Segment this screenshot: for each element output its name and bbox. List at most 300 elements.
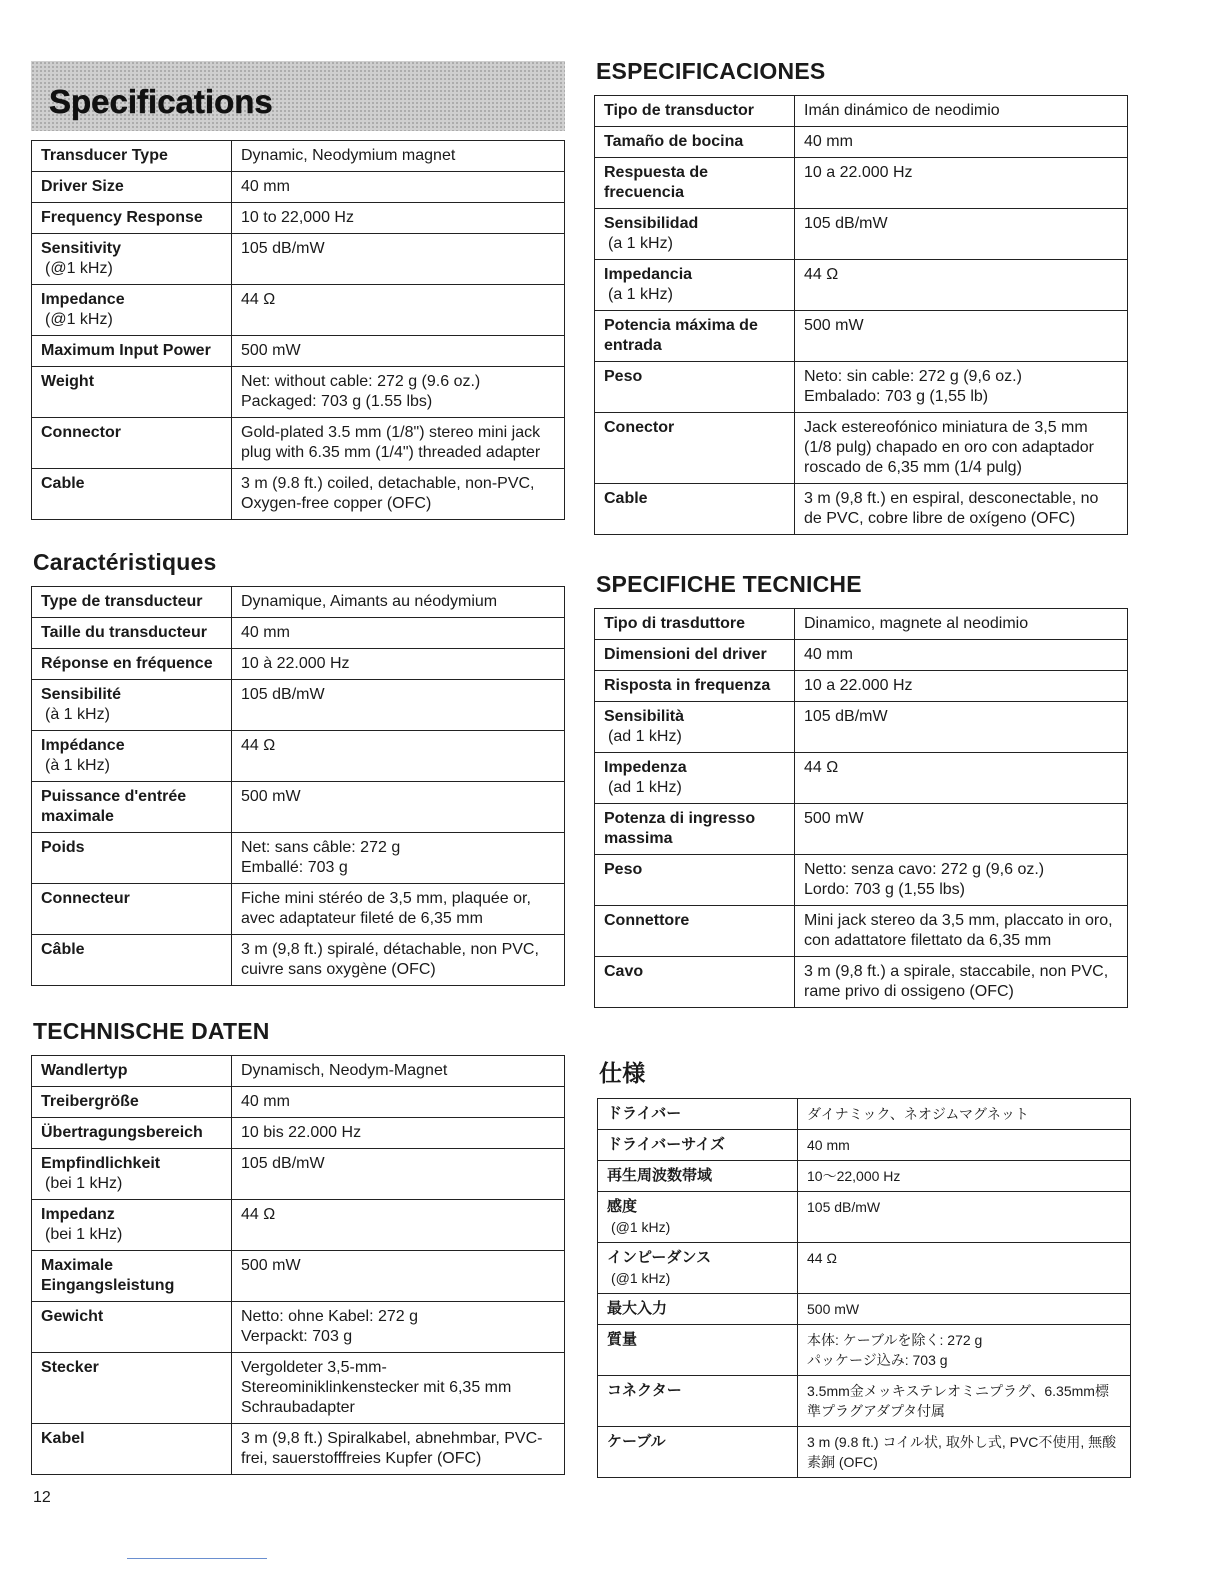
spec-label: Peso (604, 861, 643, 878)
spec-label-note: (@1 kHz) (45, 260, 113, 277)
spec-value: 10 bis 22.000 Hz (241, 1124, 362, 1141)
spec-row (32, 367, 565, 418)
page-number: 12 (33, 1489, 51, 1506)
spec-label-cell (32, 587, 232, 618)
spec-value: 10 to 22,000 Hz (241, 209, 354, 226)
spec-row (595, 702, 1128, 753)
spec-label-note: (ad 1 kHz) (608, 728, 682, 745)
spec-label-cell (32, 884, 232, 935)
spec-value: 500 mW (804, 317, 864, 334)
spec-label: Kabel (41, 1430, 85, 1447)
spec-value: 105 dB/mW (807, 1199, 881, 1215)
spec-label: Impedance (41, 291, 125, 308)
spec-value-cell (798, 1099, 1131, 1130)
spec-label-note: (ad 1 kHz) (608, 779, 682, 796)
spec-row (32, 587, 565, 618)
spec-row (595, 753, 1128, 804)
spec-value: Dynamic, Neodymium magnet (241, 147, 456, 164)
spec-label: Sensibilidad (604, 215, 699, 232)
spec-label-cell (595, 855, 795, 906)
spec-label-note: (à 1 kHz) (45, 757, 110, 774)
spec-value-cell (232, 1149, 565, 1200)
spec-value-cell (232, 833, 565, 884)
spec-value: Jack estereofónico miniatura de 3,5 mm (1/8 pulg) chapado en oro con adaptador roscado de 6,35 mm (1/4 pulg) (804, 419, 1094, 476)
spec-label: Tamaño de bocina (604, 133, 744, 150)
spec-value: 10〜22,000 Hz (807, 1168, 901, 1184)
spec-value-cell (232, 935, 565, 986)
spec-row (595, 127, 1128, 158)
spec-label: Taille du transducteur (41, 624, 207, 641)
spec-label: Impédance (41, 737, 125, 754)
spec-value-cell (795, 671, 1128, 702)
spec-value: パッケージ込み: 703 g (807, 1352, 948, 1368)
spec-label-cell (32, 1302, 232, 1353)
spec-label-note: (bei 1 kHz) (45, 1226, 123, 1243)
spec-row (32, 1424, 565, 1475)
spec-value-cell (795, 260, 1128, 311)
spec-label-cell (598, 1376, 798, 1427)
spec-label-cell (32, 367, 232, 418)
spec-label: Impedanz (41, 1206, 115, 1223)
spec-value-cell (798, 1427, 1131, 1478)
spec-row (32, 1149, 565, 1200)
spec-label: Poids (41, 839, 85, 856)
spec-label: Cavo (604, 963, 644, 980)
spec-label-cell (595, 609, 795, 640)
spec-label: Connector (41, 424, 121, 441)
section-specifiche-tecniche-it (594, 571, 1128, 1008)
spec-row (32, 935, 565, 986)
spec-label-cell (32, 1251, 232, 1302)
spec-value: Imán dinámico de neodimio (804, 102, 1000, 119)
spec-row (598, 1427, 1131, 1478)
spec-row (32, 649, 565, 680)
spec-label: Peso (604, 368, 643, 385)
spec-label-note: (@1 kHz) (611, 1270, 671, 1286)
spec-label-cell (32, 1118, 232, 1149)
spec-label-cell (595, 311, 795, 362)
section-title: ESPECIFICACIONES (596, 58, 826, 84)
spec-value: 3 m (9,8 ft.) en espiral, desconectable, no de PVC, cobre libre de oxígeno (OFC) (804, 490, 1099, 527)
spec-label-cell (32, 1353, 232, 1424)
spec-row (595, 158, 1128, 209)
spec-value: 44 Ω (241, 737, 276, 754)
spec-value-cell (232, 1056, 565, 1087)
spec-value: 40 mm (241, 178, 290, 195)
spec-value: Gold-plated 3.5 mm (1/8") stereo mini jack plug with 6.35 mm (1/4") threaded adapter (241, 424, 541, 461)
spec-value: 105 dB/mW (241, 240, 325, 257)
spec-label-cell (595, 260, 795, 311)
spec-value-cell (795, 804, 1128, 855)
spec-value: 500 mW (241, 342, 301, 359)
spec-label: Sensibilità (604, 708, 685, 725)
spec-label: Câble (41, 941, 85, 958)
spec-row (32, 418, 565, 469)
spec-value: 3 m (9,8 ft.) spiralé, détachable, non PVC, cuivre sans oxygène (OFC) (241, 941, 539, 978)
spec-value-cell (232, 1087, 565, 1118)
spec-value-cell (795, 640, 1128, 671)
spec-label: Respuesta de frecuencia (604, 164, 709, 201)
spec-label-cell (598, 1099, 798, 1130)
spec-value: 105 dB/mW (241, 1155, 325, 1172)
spec-row (595, 609, 1128, 640)
spec-value: 105 dB/mW (241, 686, 325, 703)
spec-value-cell (232, 587, 565, 618)
spec-label: Dimensioni del driver (604, 646, 767, 663)
spec-row (595, 260, 1128, 311)
spec-value-cell (798, 1376, 1131, 1427)
spec-value-cell (232, 649, 565, 680)
spec-value: ダイナミック、ネオジムマグネット (807, 1106, 1029, 1122)
spec-value: 40 mm (241, 1093, 290, 1110)
section-especificaciones-es (594, 58, 1128, 535)
spec-value-cell (232, 285, 565, 336)
spec-value: 44 Ω (807, 1250, 837, 1266)
spec-row (598, 1376, 1131, 1427)
spec-value-cell (232, 1424, 565, 1475)
spec-label: Weight (41, 373, 95, 390)
spec-label: Puissance d'entrée maximale (41, 788, 187, 825)
spec-row (32, 833, 565, 884)
spec-value-cell (232, 336, 565, 367)
spec-label: Potenza di ingresso massima (604, 810, 756, 847)
spec-label-cell (32, 618, 232, 649)
specifications-banner (31, 61, 565, 131)
spec-value: 10 à 22.000 Hz (241, 655, 350, 672)
spec-row (595, 362, 1128, 413)
spec-label-cell (595, 413, 795, 484)
spec-label-cell (595, 906, 795, 957)
spec-label-cell (595, 362, 795, 413)
spec-value: 40 mm (804, 133, 853, 150)
spec-label: Risposta in frequenza (604, 677, 771, 694)
spec-label: Maximale Eingangsleistung (41, 1257, 175, 1294)
spec-row (32, 884, 565, 935)
spec-value-cell (232, 1251, 565, 1302)
spec-label-cell (598, 1427, 798, 1478)
spec-value-cell (795, 127, 1128, 158)
spec-value-cell (798, 1294, 1131, 1325)
spec-row (595, 413, 1128, 484)
spec-label: 質量 (607, 1331, 638, 1348)
spec-value-cell (232, 1200, 565, 1251)
spec-row (32, 234, 565, 285)
spec-row (595, 484, 1128, 535)
spec-value-cell (232, 172, 565, 203)
spec-value-cell (232, 203, 565, 234)
spec-label-cell (595, 209, 795, 260)
spec-value: Lordo: 703 g (1,55 lbs) (804, 881, 965, 898)
spec-row (32, 1200, 565, 1251)
spec-label: Connettore (604, 912, 690, 929)
spec-label: 再生周波数帯域 (607, 1167, 713, 1184)
spec-label: Maximum Input Power (41, 342, 211, 359)
spec-label-cell (598, 1325, 798, 1376)
spec-value: Dynamique, Aimants au néodymium (241, 593, 498, 610)
spec-label-cell (595, 640, 795, 671)
spec-label-cell (32, 935, 232, 986)
spec-label-cell (32, 649, 232, 680)
spec-label: Frequency Response (41, 209, 203, 226)
spec-label: Übertragungsbereich (41, 1124, 203, 1141)
spec-table (597, 1098, 1131, 1478)
spec-value: Packaged: 703 g (1.55 lbs) (241, 393, 433, 410)
spec-value: 44 Ω (804, 759, 839, 776)
spec-value-cell (795, 702, 1128, 753)
spec-value: 本体: ケーブルを除く: 272 g (807, 1332, 983, 1348)
spec-value: Emballé: 703 g (241, 859, 348, 876)
spec-label: Cable (604, 490, 648, 507)
spec-row (32, 680, 565, 731)
spec-table (31, 1055, 565, 1475)
spec-value-cell (232, 618, 565, 649)
spec-value: 40 mm (807, 1137, 850, 1153)
spec-row (32, 1118, 565, 1149)
spec-value: Mini jack stereo da 3,5 mm, placcato in oro, con adattatore filettato da 6,35 mm (804, 912, 1113, 949)
spec-value: Net: without cable: 272 g (9.6 oz.) (241, 373, 481, 390)
spec-value: Embalado: 703 g (1,55 lb) (804, 388, 989, 405)
spec-value: 10 a 22.000 Hz (804, 677, 913, 694)
spec-value-cell (795, 413, 1128, 484)
spec-value-cell (798, 1243, 1131, 1294)
spec-label-cell (595, 127, 795, 158)
spec-value: 3 m (9.8 ft.) コイル状, 取外し式, PVC不使用, 無酸素銅 (OFC) (807, 1434, 1117, 1470)
section-caracteristiques-fr (31, 549, 565, 986)
spec-label-cell (595, 158, 795, 209)
spec-label: Driver Size (41, 178, 124, 195)
spec-row (32, 285, 565, 336)
spec-label-cell (595, 702, 795, 753)
spec-value-cell (795, 753, 1128, 804)
spec-value-cell (232, 884, 565, 935)
section-title: Specifications (49, 83, 273, 120)
spec-label-cell (595, 804, 795, 855)
spec-value-cell (795, 158, 1128, 209)
spec-row (32, 1251, 565, 1302)
spec-label-cell (595, 753, 795, 804)
spec-value-cell (232, 1353, 565, 1424)
spec-value-cell (798, 1161, 1131, 1192)
spec-row (598, 1325, 1131, 1376)
spec-label-cell (598, 1192, 798, 1243)
spec-value-cell (232, 782, 565, 833)
spec-label: インピーダンス (607, 1249, 712, 1266)
spec-label-note: (bei 1 kHz) (45, 1175, 123, 1192)
spec-row (32, 618, 565, 649)
spec-value-cell (232, 731, 565, 782)
spec-value: Fiche mini stéréo de 3,5 mm, plaquée or, avec adaptateur fileté de 6,35 mm (241, 890, 531, 927)
spec-value-cell (795, 484, 1128, 535)
spec-row (595, 209, 1128, 260)
spec-row (598, 1099, 1131, 1130)
spec-label: Gewicht (41, 1308, 104, 1325)
spec-row (32, 1056, 565, 1087)
spec-row (595, 311, 1128, 362)
spec-value: 3 m (9,8 ft.) a spirale, staccabile, non PVC, rame privo di ossigeno (OFC) (804, 963, 1109, 1000)
spec-label-cell (32, 1424, 232, 1475)
spec-label-cell (595, 671, 795, 702)
spec-table (31, 140, 565, 520)
spec-value: 3 m (9.8 ft.) coiled, detachable, non-PVC, Oxygen-free copper (OFC) (241, 475, 535, 512)
spec-label-cell (595, 96, 795, 127)
spec-label-cell (598, 1294, 798, 1325)
section-shiyou-ja (597, 1055, 1131, 1478)
spec-label-note: (a 1 kHz) (608, 235, 673, 252)
spec-label: Stecker (41, 1359, 99, 1376)
spec-label: ドライバーサイズ (607, 1136, 726, 1153)
spec-row (32, 1353, 565, 1424)
spec-value: 500 mW (804, 810, 864, 827)
spec-label: Type de transducteur (41, 593, 203, 610)
spec-row (595, 855, 1128, 906)
spec-value-cell (795, 362, 1128, 413)
spec-value-cell (798, 1192, 1131, 1243)
spec-row (32, 141, 565, 172)
spec-label-cell (32, 1087, 232, 1118)
spec-value-cell (795, 311, 1128, 362)
spec-label-cell (32, 418, 232, 469)
spec-value: Vergoldeter 3,5-mm-Stereominiklinkenstecker mit 6,35 mm Schraubadapter (241, 1359, 512, 1416)
spec-label-cell (32, 1149, 232, 1200)
spec-value-cell (232, 469, 565, 520)
spec-value: Verpackt: 703 g (241, 1328, 353, 1345)
spec-label-note: (a 1 kHz) (608, 286, 673, 303)
section-title: Caractéristiques (33, 549, 217, 575)
spec-row (595, 957, 1128, 1008)
spec-label-cell (32, 782, 232, 833)
spec-label-cell (32, 469, 232, 520)
spec-row (32, 203, 565, 234)
spec-value: 40 mm (241, 624, 290, 641)
spec-label-cell (598, 1243, 798, 1294)
spec-value: Net: sans câble: 272 g (241, 839, 401, 856)
spec-value-cell (232, 141, 565, 172)
spec-value: Dinamico, magnete al neodimio (804, 615, 1029, 632)
spec-label-cell (32, 234, 232, 285)
spec-row (598, 1130, 1131, 1161)
spec-value: 40 mm (804, 646, 853, 663)
spec-label-cell (32, 285, 232, 336)
spec-value-cell (232, 1118, 565, 1149)
spec-label-cell (32, 1200, 232, 1251)
spec-label: Sensibilité (41, 686, 122, 703)
spec-value: 3.5mm金メッキステレオミニプラグ、6.35mm標準プラグアダプタ付属 (807, 1383, 1109, 1419)
spec-row (595, 96, 1128, 127)
spec-label: コネクター (607, 1382, 682, 1399)
spec-row (598, 1294, 1131, 1325)
spec-value-cell (232, 418, 565, 469)
spec-value: Netto: ohne Kabel: 272 g (241, 1308, 419, 1325)
spec-value: 10 a 22.000 Hz (804, 164, 913, 181)
section-title: SPECIFICHE TECNICHE (596, 571, 862, 597)
spec-value-cell (795, 96, 1128, 127)
spec-label-cell (32, 1056, 232, 1087)
spec-label: Potencia máxima de entrada (604, 317, 758, 354)
spec-row (595, 640, 1128, 671)
spec-row (32, 1087, 565, 1118)
spec-value: 44 Ω (804, 266, 839, 283)
spec-label: Conector (604, 419, 675, 436)
spec-label: Cable (41, 475, 85, 492)
spec-value-cell (795, 957, 1128, 1008)
spec-value-cell (798, 1130, 1131, 1161)
spec-value: 44 Ω (241, 291, 276, 308)
spec-value: Dynamisch, Neodym-Magnet (241, 1062, 448, 1079)
spec-label-cell (595, 484, 795, 535)
spec-value-cell (232, 367, 565, 418)
spec-table (594, 95, 1128, 535)
spec-label: Sensitivity (41, 240, 122, 257)
spec-value-cell (795, 609, 1128, 640)
spec-row (598, 1161, 1131, 1192)
spec-label: Wandlertyp (41, 1062, 128, 1079)
spec-row (32, 1302, 565, 1353)
spec-table (594, 608, 1128, 1008)
spec-row (595, 804, 1128, 855)
spec-value-cell (795, 906, 1128, 957)
spec-row (598, 1192, 1131, 1243)
spec-value: 500 mW (807, 1301, 860, 1317)
spec-label: Réponse en fréquence (41, 655, 213, 672)
spec-label: Tipo de transductor (604, 102, 754, 119)
spec-value: 44 Ω (241, 1206, 276, 1223)
spec-row (598, 1243, 1131, 1294)
spec-label-cell (32, 731, 232, 782)
spec-label-cell (32, 141, 232, 172)
spec-value: 500 mW (241, 788, 301, 805)
spec-label-cell (32, 172, 232, 203)
footer-rule (127, 1558, 267, 1559)
spec-value-cell (232, 1302, 565, 1353)
spec-label-cell (598, 1161, 798, 1192)
spec-label: Treibergröße (41, 1093, 139, 1110)
spec-label-cell (32, 203, 232, 234)
spec-label: ドライバー (607, 1105, 682, 1122)
spec-value-cell (232, 680, 565, 731)
spec-value-cell (795, 209, 1128, 260)
spec-label-note: (à 1 kHz) (45, 706, 110, 723)
spec-row (595, 671, 1128, 702)
spec-value-cell (795, 855, 1128, 906)
spec-row (32, 469, 565, 520)
spec-value: Netto: senza cavo: 272 g (9,6 oz.) (804, 861, 1045, 878)
spec-row (32, 782, 565, 833)
spec-label-cell (32, 833, 232, 884)
spec-row (32, 731, 565, 782)
spec-label-cell (598, 1130, 798, 1161)
spec-label-note: (@1 kHz) (611, 1219, 671, 1235)
spec-label: Empfindlichkeit (41, 1155, 161, 1172)
spec-value-cell (232, 234, 565, 285)
spec-table (31, 586, 565, 986)
spec-value: 500 mW (241, 1257, 301, 1274)
spec-label: Connecteur (41, 890, 130, 907)
spec-row (32, 172, 565, 203)
spec-label: 感度 (607, 1198, 638, 1215)
spec-label: Impedenza (604, 759, 687, 776)
spec-value: 105 dB/mW (804, 708, 888, 725)
spec-label-cell (32, 336, 232, 367)
section-specifications-en (31, 61, 565, 520)
spec-label: ケーブル (607, 1433, 666, 1450)
spec-label: Tipo di trasduttore (604, 615, 746, 632)
section-technische-daten-de (31, 1018, 565, 1475)
section-title: 仕様 (599, 1060, 646, 1086)
spec-value: 3 m (9,8 ft.) Spiralkabel, abnehmbar, PVC-frei, sauerstofffreies Kupfer (OFC) (241, 1430, 543, 1467)
spec-label: 最大入力 (607, 1300, 668, 1317)
spec-value: Neto: sin cable: 272 g (9,6 oz.) (804, 368, 1022, 385)
spec-value-cell (798, 1325, 1131, 1376)
